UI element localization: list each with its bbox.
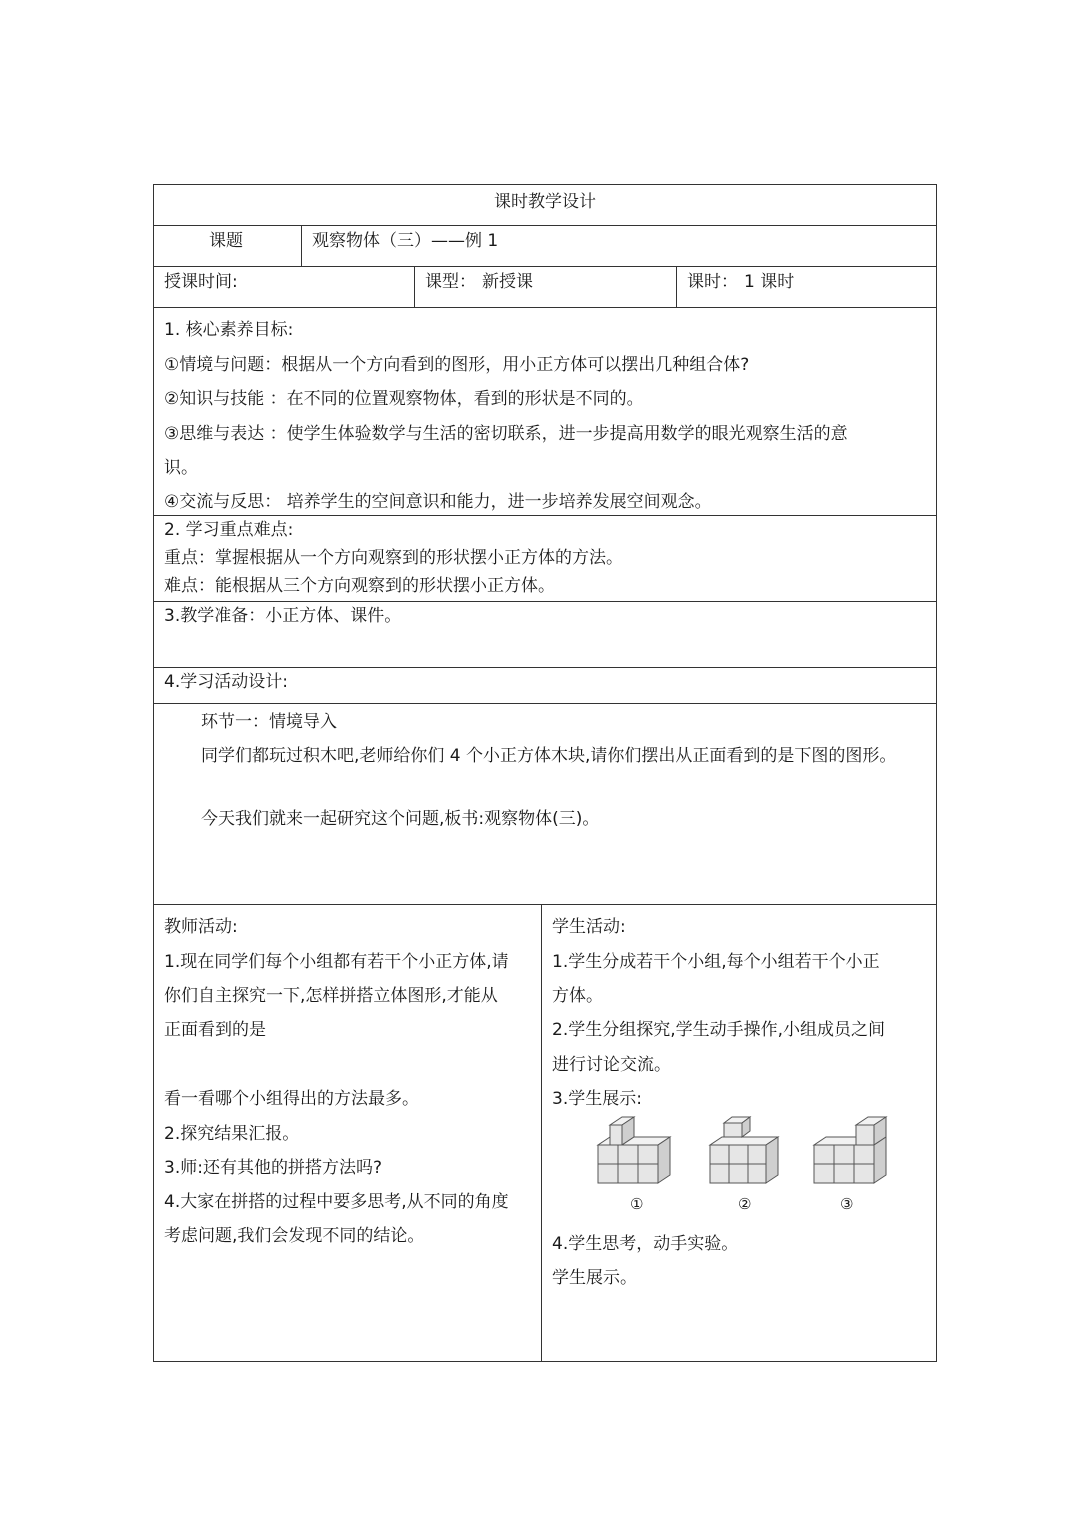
intro-section-title: 环节一：情境导入 — [201, 712, 337, 732]
topic-label: 课题 — [209, 231, 243, 251]
goals-heading: 1. 核心素养目标: — [164, 320, 294, 340]
goal-item: ④交流与反思： 培养学生的空间意识和能力，进一步培养发展空间观念。 — [164, 492, 712, 512]
cube-figure-3 — [814, 1117, 886, 1183]
student-line: 进行讨论交流。 — [552, 1055, 671, 1075]
cube-figure-2 — [710, 1117, 778, 1183]
teacher-line: 你们自主探究一下,怎样拼搭立体图形,才能从 — [164, 986, 498, 1006]
teacher-heading: 教师活动: — [164, 917, 238, 937]
lesson-plan-table — [153, 184, 937, 1362]
activity-heading-row — [154, 668, 936, 704]
class-hours-cell — [676, 267, 938, 307]
goal-item: ②知识与技能 ：在不同的位置观察物体，看到的形状是不同的。 — [164, 389, 644, 409]
figure-label-2: ② — [738, 1195, 752, 1213]
student-line: 3.学生展示: — [552, 1089, 642, 1109]
keypoints-heading: 2. 学习重点难点: — [164, 520, 294, 540]
student-line: 方体。 — [552, 986, 603, 1006]
teaching-time-label: 授课时间: — [164, 272, 238, 292]
class-hours-value: 1 课时 — [744, 272, 795, 292]
activities-row — [154, 905, 936, 1361]
preparation-section — [154, 602, 936, 668]
cube-figure-1 — [598, 1117, 670, 1183]
lesson-type-value: 新授课 — [482, 272, 533, 292]
class-hours-label: 课时： — [687, 272, 738, 292]
goal-item: ①情境与问题：根据从一个方向看到的图形，用小正方体可以摆出几种组合体? — [164, 355, 750, 375]
page-title: 课时教学设计 — [494, 192, 596, 212]
teacher-line: 1.现在同学们每个小组都有若干个小正方体,请 — [164, 952, 509, 972]
preparation-text: 3.教学准备：小正方体、课件。 — [164, 606, 402, 626]
figure-label-3: ③ — [840, 1195, 854, 1213]
student-heading: 学生活动: — [552, 917, 626, 937]
topic-row — [154, 226, 936, 267]
difficulty-text: 难点：能根据从三个方向观察到的形状摆小正方体。 — [164, 576, 555, 596]
activity-heading: 4.学习活动设计: — [164, 672, 288, 692]
figure-label-1: ① — [630, 1195, 644, 1213]
title-row — [154, 185, 936, 226]
student-line: 4.学生思考，动手实验。 — [552, 1234, 739, 1254]
focus-text: 重点：掌握根据从一个方向观察到的形状摆小正方体的方法。 — [164, 548, 623, 568]
student-activity-column — [541, 905, 938, 1361]
meta-row — [154, 267, 936, 308]
lesson-type-cell — [414, 267, 676, 307]
topic-value-cell — [301, 226, 938, 266]
goal-item: ③思维与表达 ：使学生体验数学与生活的密切联系，进一步提高用数学的眼光观察生活的意 — [164, 424, 848, 444]
teacher-line: 考虑问题,我们会发现不同的结论。 — [164, 1226, 425, 1246]
teacher-line: 3.师:还有其他的拼搭方法吗? — [164, 1158, 382, 1178]
intro-text: 同学们都玩过积木吧,老师给你们 4 个小正方体木块,请你们摆出从正面看到的是下图的图形。 — [201, 746, 897, 766]
student-line: 学生展示。 — [552, 1268, 637, 1288]
teacher-line: 正面看到的是 — [164, 1020, 266, 1040]
lesson-type-label: 课型： — [425, 272, 476, 292]
intro-section — [154, 704, 936, 905]
teacher-line: 4.大家在拼搭的过程中要多思考,从不同的角度 — [164, 1192, 509, 1212]
key-points-section — [154, 516, 936, 602]
core-goals-section — [154, 308, 936, 516]
student-line: 2.学生分组探究,学生动手操作,小组成员之间 — [552, 1020, 886, 1040]
teacher-line: 2.探究结果汇报。 — [164, 1124, 300, 1144]
student-line: 1.学生分成若干个小组,每个小组若干个小正 — [552, 952, 880, 972]
goal-item: 识。 — [164, 458, 198, 478]
teacher-line: 看一看哪个小组得出的方法最多。 — [164, 1089, 419, 1109]
intro-summary: 今天我们就来一起研究这个问题,板书:观察物体(三)。 — [201, 809, 600, 829]
teacher-activity-column — [154, 905, 541, 1361]
topic-value: 观察物体（三）——例 1 — [312, 231, 499, 251]
